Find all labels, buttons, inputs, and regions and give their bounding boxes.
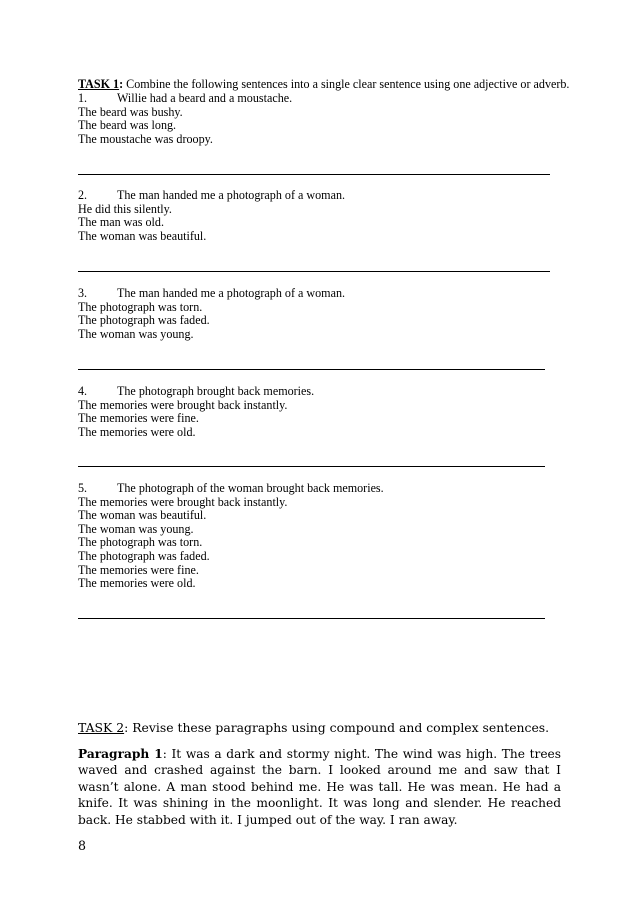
task1-item-1	[78, 92, 578, 146]
paragraph-text: : It was a dark and stormy night. The wind was high. The trees waved and crashed against the barn. I looked around me and saw that I wasn’t alone. A man stood behind me. He was tall. He was mean. He had a knife. It was shining in the moonlight. It was long and slender. He reached back. He stabbed with it. I jumped out of the way. I ran away.	[78, 747, 561, 827]
item-lead: The photograph brought back memories.	[117, 384, 315, 398]
item-number: 4.	[78, 384, 88, 398]
item-line: The memories were fine.	[78, 411, 199, 426]
item-line: The man was old.	[78, 215, 164, 230]
item-line: The memories were old.	[78, 424, 196, 439]
item-line: The photograph was faded.	[78, 548, 210, 563]
task1-item-3	[78, 287, 578, 341]
answer-line-5[interactable]	[78, 618, 545, 619]
item-line: The woman was young.	[78, 326, 194, 341]
task2-label: TASK 2	[78, 720, 125, 735]
item-line: The memories were brought back instantly.	[78, 494, 288, 509]
answer-line-4[interactable]	[78, 466, 545, 467]
item-line: He did this silently.	[78, 201, 172, 216]
item-number: 1.	[78, 91, 88, 105]
item-line: The beard was bushy.	[78, 104, 183, 119]
paragraph-1	[78, 746, 561, 828]
task1-colon: :	[119, 77, 124, 91]
task1-item-5	[78, 482, 578, 591]
task1-item-2	[78, 189, 578, 243]
item-number: 5.	[78, 481, 88, 495]
item-line: The photograph was faded.	[78, 313, 210, 328]
item-line: The memories were fine.	[78, 562, 199, 577]
paragraph-label: Paragraph 1	[78, 747, 163, 761]
task2-instruction: : Revise these paragraphs using compound and complex sentences.	[124, 720, 550, 735]
answer-line-3[interactable]	[78, 369, 545, 370]
item-line: The woman was beautiful.	[78, 228, 207, 243]
task1-item-4	[78, 385, 578, 439]
item-line: The memories were old.	[78, 576, 196, 591]
item-line: The photograph was torn.	[78, 535, 203, 550]
item-lead: The man handed me a photograph of a woman.	[117, 188, 346, 202]
item-number: 3.	[78, 286, 88, 300]
item-number: 2.	[78, 188, 88, 202]
item-lead: The photograph of the woman brought back memories.	[117, 481, 384, 495]
item-line: The memories were brought back instantly.	[78, 397, 288, 412]
item-line: The woman was young.	[78, 521, 194, 536]
item-line: The moustache was droopy.	[78, 131, 213, 146]
answer-line-1[interactable]	[78, 174, 550, 175]
item-line: The woman was beautiful.	[78, 508, 207, 523]
item-line: The beard was long.	[78, 118, 177, 133]
task1-instruction: Combine the following sentences into a single clear sentence using one adjective or adverb.	[123, 77, 570, 91]
answer-line-2[interactable]	[78, 271, 550, 272]
item-lead: Willie had a beard and a moustache.	[117, 91, 293, 105]
task2-header	[78, 720, 568, 736]
page-number: 8	[78, 838, 87, 853]
task1-header	[78, 78, 578, 92]
item-lead: The man handed me a photograph of a woman.	[117, 286, 346, 300]
item-line: The photograph was torn.	[78, 299, 203, 314]
task1-label: TASK 1	[78, 77, 120, 91]
